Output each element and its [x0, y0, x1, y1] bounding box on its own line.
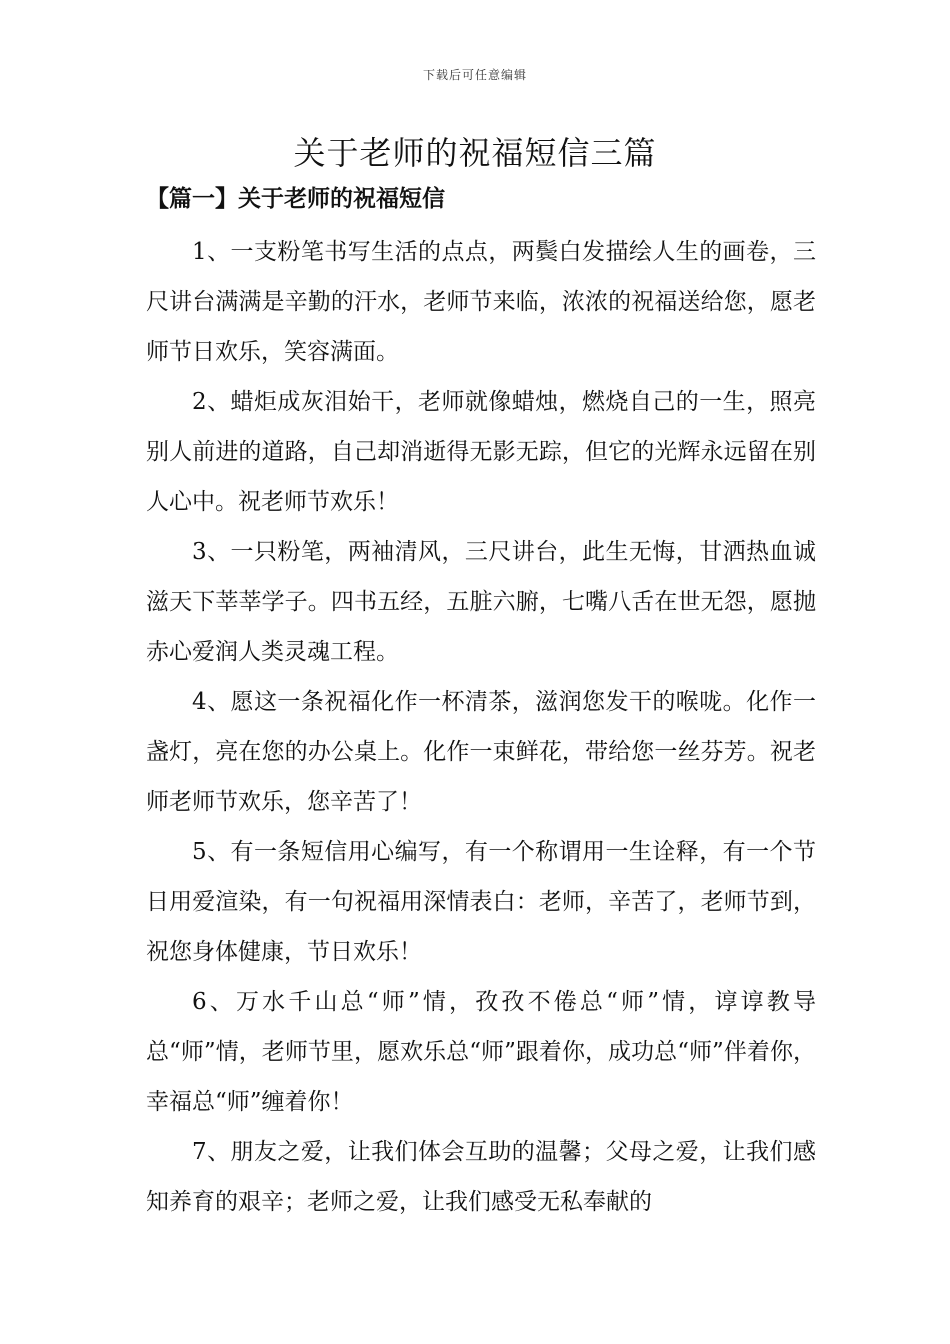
page-title: 关于老师的祝福短信三篇 — [293, 134, 657, 172]
header-note: 下载后可任意编辑 — [422, 68, 527, 82]
paragraph-7: 7、朋友之爱，让我们体会互助的温馨；父母之爱，让我们感知养育的艰辛；老师之爱，让我们感受无私奉献的 — [146, 1139, 816, 1215]
paragraph-2: 2、蜡炬成灰泪始干，老师就像蜡烛，燃烧自己的一生，照亮别人前进的道路，自己却消逝得无影无踪，但它的光辉永远留在别人心中。祝老师节欢乐！ — [146, 389, 816, 515]
paragraph-5: 5、有一条短信用心编写，有一个称谓用一生诠释，有一个节日用爱渲染，有一句祝福用深情表白：老师，辛苦了，老师节到，祝您身体健康，节日欢乐！ — [146, 839, 816, 965]
paragraph-1: 1、一支粉笔书写生活的点点，两鬓白发描绘人生的画卷，三尺讲台满满是辛勤的汗水，老师节来临，浓浓的祝福送给您，愿老师节日欢乐，笑容满面。 — [146, 239, 816, 365]
paragraph-4: 4、愿这一条祝福化作一杯清茶，滋润您发干的喉咙。化作一盏灯，亮在您的办公桌上。化作一束鲜花，带给您一丝芬芳。祝老师老师节欢乐，您辛苦了！ — [146, 689, 816, 815]
paragraph-3: 3、一只粉笔，两袖清风，三尺讲台，此生无悔，甘洒热血诚滋天下莘莘学子。四书五经，五脏六腑，七嘴八舌在世无怨，愿抛赤心爱润人类灵魂工程。 — [146, 539, 816, 665]
section-heading: 【篇一】关于老师的祝福短信 — [146, 185, 445, 212]
paragraph-6: 6、万水千山总“师”情，孜孜不倦总“师”情，谆谆教导总“师”情，老师节里，愿欢乐总“师”跟着你，成功总“师”伴着你，幸福总“师”缠着你！ — [146, 989, 816, 1115]
body-text — [146, 227, 816, 1227]
